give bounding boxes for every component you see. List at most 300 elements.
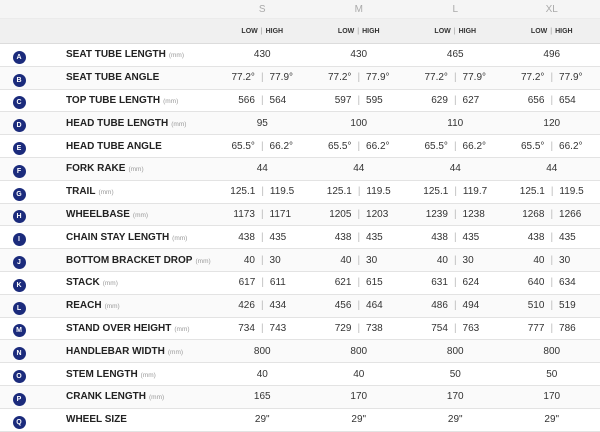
measurement-letter-badge: D (13, 119, 26, 132)
value-cell (214, 66, 311, 89)
low-value: 77.2° (231, 72, 254, 83)
measurement-label-cell (66, 203, 214, 226)
value-cell (407, 89, 504, 112)
low-value: 1268 (522, 209, 544, 220)
measurement-label: HEAD TUBE LENGTH (66, 118, 168, 129)
high-value: 464 (366, 300, 383, 311)
measurement-label-cell (66, 226, 214, 249)
high-value: 77.9° (559, 72, 582, 83)
high-label: HIGH (362, 28, 380, 35)
measurement-label-cell (66, 317, 214, 340)
measurement-label-cell (66, 66, 214, 89)
high-value: 738 (366, 323, 383, 334)
value-cell (311, 385, 408, 408)
value-cell (214, 385, 311, 408)
separator: | (351, 141, 366, 152)
separator: | (255, 209, 270, 220)
table-row (0, 44, 600, 67)
measurement-label-cell (66, 385, 214, 408)
value-cell (407, 66, 504, 89)
value-cell (214, 203, 311, 226)
high-value: 1266 (559, 209, 581, 220)
table-row (0, 226, 600, 249)
high-value: 611 (270, 277, 286, 288)
high-label: HIGH (459, 28, 477, 35)
high-value: 119.5 (559, 186, 583, 197)
value: 44 (353, 163, 364, 174)
value-cell (311, 294, 408, 317)
value: 40 (353, 369, 364, 380)
measurement-letter-badge: L (13, 302, 26, 315)
separator: | (255, 141, 270, 152)
value-cell (504, 249, 600, 272)
low-value: 438 (238, 232, 255, 243)
low-value: 65.5° (521, 141, 544, 152)
high-value: 30 (270, 255, 281, 266)
measurement-label: TRAIL (66, 186, 95, 197)
separator: | (545, 186, 560, 197)
low-value: 40 (340, 255, 351, 266)
value: 800 (447, 346, 464, 357)
value-cell (214, 44, 311, 67)
low-label: LOW (338, 28, 354, 35)
value-cell (214, 363, 311, 386)
badge-cell (0, 66, 66, 89)
measurement-unit: (mm) (141, 372, 156, 379)
value-cell (504, 44, 600, 67)
measurement-letter-badge: H (13, 210, 26, 223)
measurement-letter-badge: F (13, 165, 26, 178)
low-value: 426 (238, 300, 255, 311)
value-cell (504, 180, 600, 203)
measurement-letter-badge: E (13, 142, 26, 155)
value-cell (214, 249, 311, 272)
badge-cell (0, 89, 66, 112)
value: 165 (254, 391, 271, 402)
low-value: 566 (238, 95, 255, 106)
badge-cell (0, 112, 66, 135)
badge-cell (0, 203, 66, 226)
table-row (0, 180, 600, 203)
low-value: 510 (528, 300, 545, 311)
measurement-unit: (mm) (128, 166, 143, 173)
measurement-unit: (mm) (105, 303, 120, 310)
measurement-letter-badge: I (13, 233, 26, 246)
measurement-label-cell (66, 340, 214, 363)
value: 29" (351, 414, 366, 425)
value: 170 (543, 391, 560, 402)
separator: | (451, 28, 459, 35)
table-row (0, 157, 600, 180)
value: 170 (350, 391, 367, 402)
value: 430 (254, 49, 271, 60)
measurement-label-cell (66, 363, 214, 386)
badge-cell (0, 294, 66, 317)
value-cell (214, 271, 311, 294)
value-cell (214, 180, 311, 203)
value-cell (407, 317, 504, 340)
measurement-label: TOP TUBE LENGTH (66, 95, 160, 106)
low-value: 438 (431, 232, 448, 243)
high-value: 119.7 (463, 186, 487, 197)
separator: | (351, 323, 366, 334)
value-cell (407, 385, 504, 408)
table-row (0, 317, 600, 340)
measurement-label-cell (66, 249, 214, 272)
measurement-label: WHEELBASE (66, 209, 130, 220)
table-row (0, 135, 600, 158)
high-value: 627 (463, 95, 480, 106)
value-cell (311, 89, 408, 112)
value-cell (504, 294, 600, 317)
table-row (0, 385, 600, 408)
value-cell (407, 249, 504, 272)
value-cell (214, 157, 311, 180)
value-cell (311, 66, 408, 89)
size-header-xl: XL (504, 0, 600, 19)
low-value: 438 (335, 232, 352, 243)
value-cell (504, 363, 600, 386)
badge-cell (0, 44, 66, 67)
value-cell (407, 363, 504, 386)
value-cell (311, 317, 408, 340)
table-row (0, 363, 600, 386)
separator: | (255, 323, 270, 334)
value-cell (407, 112, 504, 135)
measurement-letter-badge: Q (13, 416, 26, 429)
high-value: 77.9° (463, 72, 486, 83)
measurement-label: BOTTOM BRACKET DROP (66, 255, 192, 266)
high-value: 30 (366, 255, 377, 266)
measurement-label-cell (66, 44, 214, 67)
value-cell (504, 340, 600, 363)
high-value: 786 (559, 323, 576, 334)
value-cell (407, 135, 504, 158)
measurement-unit: (mm) (98, 189, 113, 196)
low-value: 77.2° (328, 72, 351, 83)
badge-cell (0, 271, 66, 294)
value-cell (311, 203, 408, 226)
low-value: 40 (533, 255, 544, 266)
high-value: 624 (463, 277, 480, 288)
high-value: 66.2° (270, 141, 293, 152)
high-value: 1171 (270, 209, 292, 220)
separator: | (544, 141, 559, 152)
high-label: HIGH (266, 28, 284, 35)
measurement-unit: (mm) (195, 258, 210, 265)
measurement-letter-badge: M (13, 324, 26, 337)
low-value: 65.5° (424, 141, 447, 152)
header-spacer (66, 0, 214, 19)
separator: | (255, 186, 270, 197)
separator: | (544, 232, 559, 243)
value: 29" (544, 414, 559, 425)
separator: | (448, 232, 463, 243)
low-value: 656 (528, 95, 545, 106)
measurement-label: HANDLEBAR WIDTH (66, 346, 165, 357)
badge-cell (0, 180, 66, 203)
separator: | (258, 28, 266, 35)
measurement-label: STEM LENGTH (66, 369, 138, 380)
separator: | (544, 209, 559, 220)
value: 110 (447, 118, 463, 129)
high-value: 435 (559, 232, 576, 243)
value-cell (407, 180, 504, 203)
value: 50 (450, 369, 461, 380)
low-value: 40 (437, 255, 448, 266)
measurement-label: WHEEL SIZE (66, 414, 127, 425)
value-cell (504, 408, 600, 431)
separator: | (255, 277, 270, 288)
high-value: 1238 (463, 209, 485, 220)
size-header-row (0, 0, 600, 19)
low-value: 486 (431, 300, 448, 311)
measurement-label-cell (66, 157, 214, 180)
value-cell (407, 157, 504, 180)
low-value: 125.1 (423, 186, 448, 197)
low-high-header (214, 19, 311, 44)
separator: | (448, 95, 463, 106)
separator: | (255, 72, 270, 83)
value-cell (311, 249, 408, 272)
value-cell (311, 44, 408, 67)
value: 40 (257, 369, 268, 380)
separator: | (352, 186, 367, 197)
separator: | (544, 95, 559, 106)
measurement-label: STACK (66, 277, 100, 288)
header-spacer (66, 19, 214, 44)
separator: | (351, 277, 366, 288)
low-high-header (504, 19, 600, 44)
high-value: 66.2° (559, 141, 582, 152)
low-value: 1205 (329, 209, 351, 220)
separator: | (448, 186, 463, 197)
value-cell (214, 317, 311, 340)
value-cell (504, 112, 600, 135)
low-value: 125.1 (230, 186, 255, 197)
separator: | (351, 209, 366, 220)
separator: | (354, 28, 362, 35)
size-header-s: S (214, 0, 311, 19)
value: 95 (257, 118, 268, 129)
low-high-header (407, 19, 504, 44)
separator: | (544, 277, 559, 288)
low-value: 597 (335, 95, 352, 106)
low-value: 65.5° (231, 141, 254, 152)
high-value: 435 (463, 232, 480, 243)
measurement-label-cell (66, 112, 214, 135)
measurement-unit: (mm) (149, 394, 164, 401)
size-header-m: M (311, 0, 408, 19)
high-label: HIGH (555, 28, 573, 35)
high-value: 763 (463, 323, 480, 334)
low-value: 40 (244, 255, 255, 266)
measurement-unit: (mm) (171, 121, 186, 128)
value-cell (407, 203, 504, 226)
value-cell (407, 408, 504, 431)
low-value: 777 (528, 323, 545, 334)
value-cell (214, 340, 311, 363)
badge-cell (0, 135, 66, 158)
low-value: 734 (238, 323, 255, 334)
measurement-unit: (mm) (163, 98, 178, 105)
high-value: 435 (270, 232, 287, 243)
value-cell (311, 271, 408, 294)
value-cell (311, 226, 408, 249)
separator: | (547, 28, 555, 35)
value-cell (214, 226, 311, 249)
table-row (0, 112, 600, 135)
separator: | (255, 255, 270, 266)
high-value: 1203 (366, 209, 388, 220)
value: 800 (254, 346, 271, 357)
measurement-letter-badge: C (13, 96, 26, 109)
measurement-label-cell (66, 180, 214, 203)
badge-cell (0, 340, 66, 363)
measurement-unit: (mm) (103, 280, 118, 287)
separator: | (255, 232, 270, 243)
value: 44 (450, 163, 461, 174)
header-spacer (0, 19, 66, 44)
value-cell (311, 135, 408, 158)
low-label: LOW (531, 28, 547, 35)
value: 800 (350, 346, 367, 357)
value-cell (311, 112, 408, 135)
high-value: 634 (559, 277, 576, 288)
separator: | (448, 209, 463, 220)
value-cell (504, 317, 600, 340)
measurement-label-cell (66, 271, 214, 294)
measurement-label-cell (66, 89, 214, 112)
low-value: 617 (239, 277, 256, 288)
separator: | (544, 72, 559, 83)
measurement-letter-badge: G (13, 188, 26, 201)
value: 465 (447, 49, 464, 60)
measurement-letter-badge: A (13, 51, 26, 64)
badge-cell (0, 226, 66, 249)
high-value: 77.9° (366, 72, 389, 83)
high-value: 119.5 (270, 186, 294, 197)
separator: | (351, 232, 366, 243)
separator: | (255, 300, 270, 311)
measurement-label-cell (66, 294, 214, 317)
badge-cell (0, 408, 66, 431)
value-cell (504, 157, 600, 180)
separator: | (351, 255, 366, 266)
table-row (0, 294, 600, 317)
low-value: 125.1 (327, 186, 352, 197)
value-cell (311, 157, 408, 180)
value: 29" (255, 414, 270, 425)
high-value: 66.2° (366, 141, 389, 152)
high-value: 434 (270, 300, 287, 311)
low-value: 65.5° (328, 141, 351, 152)
value-cell (214, 294, 311, 317)
low-value: 456 (335, 300, 352, 311)
value-cell (311, 408, 408, 431)
table-row (0, 203, 600, 226)
separator: | (544, 323, 559, 334)
badge-cell (0, 157, 66, 180)
value: 170 (447, 391, 464, 402)
measurement-label-cell (66, 135, 214, 158)
value: 29" (448, 414, 463, 425)
value: 44 (546, 163, 557, 174)
low-high-header-row (0, 19, 600, 44)
high-value: 494 (463, 300, 480, 311)
low-value: 1239 (426, 209, 448, 220)
badge-cell (0, 385, 66, 408)
value: 800 (543, 346, 560, 357)
value-cell (311, 180, 408, 203)
measurement-label: HEAD TUBE ANGLE (66, 141, 162, 152)
measurement-label: SEAT TUBE ANGLE (66, 72, 159, 83)
value-cell (214, 89, 311, 112)
table-row (0, 66, 600, 89)
value-cell (504, 89, 600, 112)
separator: | (544, 300, 559, 311)
badge-cell (0, 363, 66, 386)
low-value: 1173 (233, 209, 255, 220)
value-cell (407, 271, 504, 294)
low-value: 631 (431, 277, 448, 288)
value: 44 (257, 163, 268, 174)
size-header-l: L (407, 0, 504, 19)
measurement-unit: (mm) (169, 52, 184, 59)
badge-cell (0, 317, 66, 340)
low-value: 754 (431, 323, 448, 334)
separator: | (448, 300, 463, 311)
value-cell (214, 408, 311, 431)
measurement-letter-badge: N (13, 347, 26, 360)
value-cell (214, 135, 311, 158)
high-value: 519 (559, 300, 576, 311)
measurement-label: FORK RAKE (66, 163, 125, 174)
low-value: 77.2° (521, 72, 544, 83)
geometry-table-body (0, 44, 600, 432)
separator: | (351, 72, 366, 83)
low-label: LOW (434, 28, 450, 35)
measurement-unit: (mm) (174, 326, 189, 333)
separator: | (544, 255, 559, 266)
value: 120 (543, 118, 560, 129)
low-value: 77.2° (424, 72, 447, 83)
high-value: 30 (463, 255, 474, 266)
measurement-letter-badge: K (13, 279, 26, 292)
header-spacer (0, 0, 66, 19)
separator: | (448, 72, 463, 83)
high-value: 77.9° (270, 72, 293, 83)
value-cell (504, 203, 600, 226)
value-cell (407, 44, 504, 67)
measurement-letter-badge: B (13, 74, 26, 87)
value-cell (407, 226, 504, 249)
value-cell (407, 294, 504, 317)
high-value: 743 (270, 323, 287, 334)
separator: | (351, 95, 366, 106)
measurement-label: CHAIN STAY LENGTH (66, 232, 169, 243)
measurement-label: REACH (66, 300, 102, 311)
separator: | (448, 141, 463, 152)
separator: | (255, 95, 270, 106)
value: 430 (350, 49, 367, 60)
low-value: 438 (528, 232, 545, 243)
measurement-unit: (mm) (133, 212, 148, 219)
value: 496 (543, 49, 560, 60)
value-cell (504, 66, 600, 89)
separator: | (448, 277, 463, 288)
low-high-header (311, 19, 408, 44)
